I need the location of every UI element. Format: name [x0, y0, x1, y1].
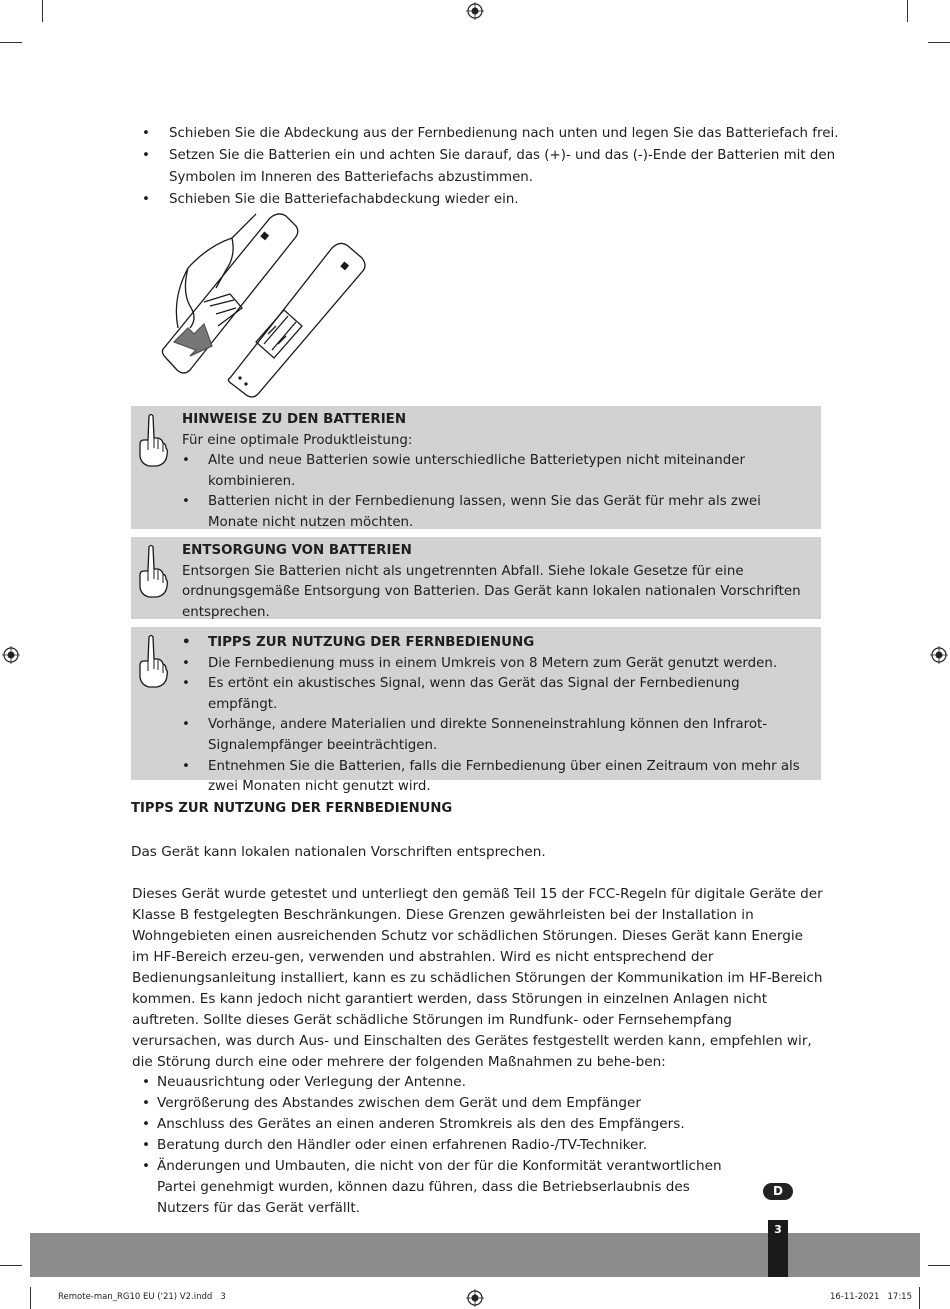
- list-item: • Alte und neue Batterien sowie unterschiedliche Batterietypen nicht miteinander kombinieren.: [182, 451, 807, 492]
- pointing-hand-icon: [137, 633, 169, 689]
- remote-battery-illustration: [160, 210, 380, 400]
- battery-disposal-box: [131, 537, 821, 619]
- section-heading: TIPPS ZUR NUTZUNG DER FERNBEDIENUNG: [131, 801, 453, 816]
- footer-datetime: 16-11-2021 17:15: [830, 1292, 912, 1302]
- list-item: • Vergrößerung des Abstandes zwischen dem Gerät und dem Empfänger: [131, 1093, 833, 1114]
- crop-mark: [42, 0, 43, 22]
- list-item: • Entnehmen Sie die Batterien, falls die Fernbedienung über einen Zeitraum von mehr als zwei Monaten nicht genutzt wird.: [182, 757, 807, 798]
- battery-notes-box: [131, 406, 821, 529]
- crop-mark: [919, 1287, 920, 1309]
- fcc-paragraph: Dieses Gerät wurde getestet und unterliegt den gemäß Teil 15 der FCC-Regeln für digitale Geräte der Klasse B festgelegten Beschränkungen. Diese Grenzen gewährleisten bei der Installation in Wohngebieten einen ausreichenden Schutz vor schädlichen Störungen. Dieses Gerät kann Energie im HF-Bereich erzeu-gen, verwenden und abstrahlen. Wird es nicht entsprechend der Bedienungsanleitung installiert, kann es zu schädlichen Störungen der Kommunikation im HF-Bereich kommen. Es kann jedoch nicht garantiert werden, dass Störungen in einzelnen Anlagen nicht auftreten. Sollte dieses Gerät schädliche Störungen im Rundfunk- oder Fernsehempfang verursachen, was durch Aus- und Einschalten des Gerätes festgestellt werden kann, empfehlen wir, die Störung durch eine oder mehrere der folgenden Maßnahmen zu behe-ben:: [132, 886, 823, 1070]
- crop-mark: [928, 42, 950, 43]
- page-number: 3: [774, 1223, 782, 1236]
- list-item: • Vorhänge, andere Materialien und direkte Sonneneinstrahlung können den Infrarot-Signalempfänger beeinträchtigen.: [182, 715, 807, 756]
- pointing-hand-icon: [137, 543, 169, 599]
- list-item: • Anschluss des Gerätes an einen anderen Stromkreis als den des Empfängers.: [131, 1114, 833, 1135]
- page-number-tab: [768, 1220, 788, 1277]
- registration-mark-icon: [466, 1289, 484, 1307]
- intro-bullet-list: [131, 123, 841, 211]
- list-item: • Batterien nicht in der Fernbedienung lassen, wenn Sie das Gerät für mehr als zwei Monate nicht nutzen möchten.: [182, 492, 807, 533]
- registration-mark-icon: [2, 646, 20, 664]
- crop-mark: [0, 1265, 22, 1266]
- box-title: ENTSORGUNG VON BATTERIEN: [182, 543, 412, 558]
- crop-mark: [928, 1265, 950, 1266]
- registration-mark-icon: [466, 2, 484, 20]
- list-item: • Beratung durch den Händler oder einen erfahrenen Radio-/TV-Techniker.: [131, 1135, 833, 1156]
- crop-mark: [30, 1287, 31, 1309]
- battery-notes-list: [182, 451, 807, 533]
- pointing-hand-icon: [137, 412, 169, 468]
- remote-tips-list: [182, 633, 807, 798]
- language-badge: [763, 1183, 793, 1200]
- box-lead: Für eine optimale Produktleistung:: [182, 432, 413, 448]
- list-item: • Schieben Sie die Abdeckung aus der Fernbedienung nach unten und legen Sie das Batteriefach frei.: [131, 123, 841, 145]
- list-item: • Die Fernbedienung muss in einem Umkreis von 8 Metern zum Gerät genutzt werden.: [182, 654, 807, 675]
- language-badge-label: D: [773, 1184, 783, 1198]
- list-item: • Änderungen und Umbauten, die nicht von der für die Konformität verantwortlichen Partei genehmigt wurden, können dazu führen, dass die Betriebserlaubnis des Nutzers für das Gerät verfällt.: [131, 1156, 833, 1219]
- box-text: Entsorgen Sie Batterien nicht als ungetrennten Abfall. Siehe lokale Gesetze für eine ordnungsgemäße Entsorgung von Batterien. Das Gerät kann lokalen nationalen Vorschriften entsprechen.: [182, 563, 801, 620]
- box-title: HINWEISE ZU DEN BATTERIEN: [182, 412, 407, 427]
- crop-mark: [0, 42, 22, 43]
- list-item: • Schieben Sie die Batteriefachabdeckung wieder ein.: [131, 189, 841, 211]
- list-item: • Setzen Sie die Batterien ein und achten Sie darauf, das (+)- und das (-)-Ende der Batterien mit den Symbolen im Inneren des Batteriefachs abzustimmen.: [131, 145, 841, 189]
- crop-mark: [907, 0, 908, 22]
- remote-tips-box: [131, 627, 821, 795]
- list-item: • Neuausrichtung oder Verlegung der Antenne.: [131, 1072, 833, 1093]
- list-item-heading: • TIPPS ZUR NUTZUNG DER FERNBEDIENUNG: [182, 633, 807, 654]
- section-line: Das Gerät kann lokalen nationalen Vorschriften entsprechen.: [131, 844, 546, 860]
- footer-filename: Remote-man_RG10 EU ('21) V2.indd 3: [58, 1292, 226, 1302]
- registration-mark-icon: [930, 646, 948, 664]
- fcc-bullet-list: [131, 1072, 833, 1219]
- list-item: • Es ertönt ein akustisches Signal, wenn das Gerät das Signal der Fernbedienung empfängt.: [182, 674, 807, 715]
